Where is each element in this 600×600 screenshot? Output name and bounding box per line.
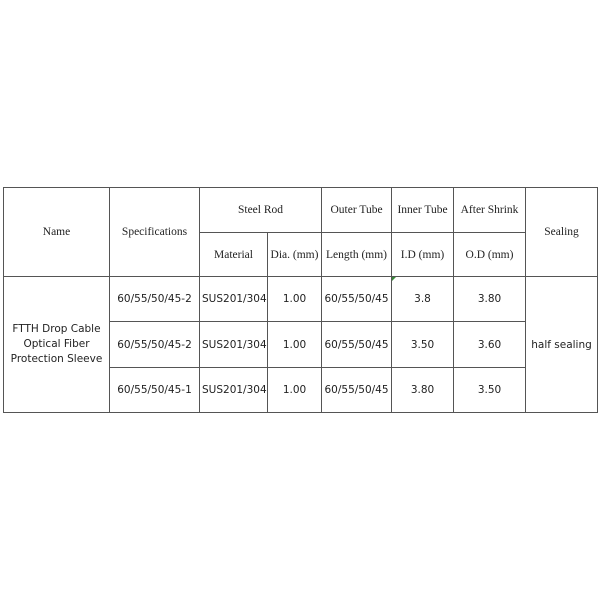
id-cell: 3.50 bbox=[392, 322, 454, 368]
spec-table bbox=[3, 187, 598, 413]
material-cell: SUS201/304 bbox=[200, 277, 268, 322]
id-header: I.D (mm) bbox=[392, 233, 454, 277]
id-cell: 3.80 bbox=[392, 368, 454, 413]
length-cell: 60/55/50/45 bbox=[322, 322, 392, 368]
dia-cell: 1.00 bbox=[268, 368, 322, 413]
inner-tube-header: Inner Tube bbox=[392, 188, 454, 233]
header-row-top bbox=[4, 188, 598, 233]
spec-cell: 60/55/50/45-1 bbox=[110, 368, 200, 413]
sealing-cell: half sealing bbox=[526, 277, 598, 413]
sealing-header: Sealing bbox=[526, 188, 598, 277]
od-cell: 3.80 bbox=[454, 277, 526, 322]
spec-cell: 60/55/50/45-2 bbox=[110, 322, 200, 368]
dia-cell: 1.00 bbox=[268, 277, 322, 322]
od-cell: 3.50 bbox=[454, 368, 526, 413]
outer-tube-header: Outer Tube bbox=[322, 188, 392, 233]
name-header: Name bbox=[4, 188, 110, 277]
table-row bbox=[4, 277, 598, 322]
length-cell: 60/55/50/45 bbox=[322, 368, 392, 413]
specifications-header: Specifications bbox=[110, 188, 200, 277]
after-shrink-header: After Shrink bbox=[454, 188, 526, 233]
material-cell: SUS201/304 bbox=[200, 368, 268, 413]
spec-cell: 60/55/50/45-2 bbox=[110, 277, 200, 322]
material-cell: SUS201/304 bbox=[200, 322, 268, 368]
product-name-cell bbox=[4, 277, 110, 413]
dia-header: Dia. (mm) bbox=[268, 233, 322, 277]
product-name-line: Optical Fiber bbox=[23, 338, 90, 350]
product-name-line: Protection Sleeve bbox=[10, 353, 103, 365]
material-header: Material bbox=[200, 233, 268, 277]
product-name-line: FTTH Drop Cable bbox=[12, 323, 101, 335]
id-cell bbox=[392, 277, 454, 322]
steel-rod-header: Steel Rod bbox=[200, 188, 322, 233]
od-cell: 3.60 bbox=[454, 322, 526, 368]
length-cell: 60/55/50/45 bbox=[322, 277, 392, 322]
id-value: 3.8 bbox=[414, 293, 431, 305]
length-header: Length (mm) bbox=[322, 233, 392, 277]
cell-corner-marker bbox=[392, 277, 396, 281]
od-header: O.D (mm) bbox=[454, 233, 526, 277]
dia-cell: 1.00 bbox=[268, 322, 322, 368]
